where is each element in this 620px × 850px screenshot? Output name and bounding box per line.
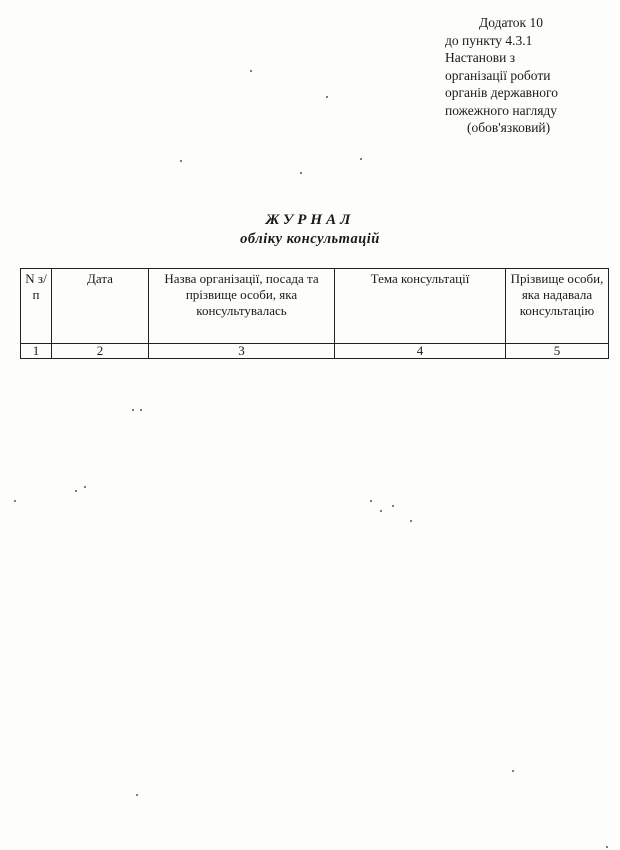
column-number: 3 — [149, 344, 335, 359]
scan-speck — [250, 70, 252, 72]
document-subtitle: обліку консультацій — [240, 231, 380, 247]
scan-speck — [370, 500, 372, 502]
table-header-row — [21, 269, 609, 344]
appendix-line: Додаток 10 — [479, 15, 543, 30]
column-number: 5 — [506, 344, 609, 359]
appendix-line: органів державного — [445, 85, 558, 100]
scan-speck — [75, 490, 77, 492]
header-organization: Назва організації, посада та прізвище особи, яка консультувалась — [149, 269, 335, 344]
document-title: ЖУРНАЛ — [265, 212, 355, 228]
header-topic: Тема консультації — [335, 269, 506, 344]
column-number: 4 — [335, 344, 506, 359]
scan-speck — [326, 96, 328, 98]
journal-table — [20, 268, 609, 359]
scan-speck — [606, 846, 608, 848]
column-number: 2 — [52, 344, 149, 359]
appendix-line: до пункту 4.3.1 — [445, 32, 533, 48]
appendix-line: (обов'язковий) — [467, 120, 551, 135]
table-row — [21, 344, 609, 359]
scan-speck — [136, 794, 138, 796]
scan-speck — [180, 160, 182, 162]
appendix-line: організації роботи — [445, 67, 551, 83]
scan-speck — [300, 172, 302, 174]
scan-speck — [360, 158, 362, 160]
appendix-line: пожежного нагляду — [445, 102, 558, 118]
scan-speck — [84, 486, 86, 488]
appendix-note — [445, 14, 615, 137]
scan-speck — [512, 770, 514, 772]
header-consultant: Прізвище особи, яка надавала консультацію — [506, 269, 609, 344]
scan-speck — [380, 510, 382, 512]
appendix-line: Настанови з — [445, 50, 516, 65]
scan-speck — [14, 500, 16, 502]
column-number: 1 — [21, 344, 52, 359]
scan-speck — [132, 409, 134, 411]
scan-speck — [392, 505, 394, 507]
scan-speck — [410, 520, 412, 522]
scan-speck — [140, 409, 142, 411]
header-number: N з/п — [21, 269, 52, 344]
header-date: Дата — [52, 269, 149, 344]
